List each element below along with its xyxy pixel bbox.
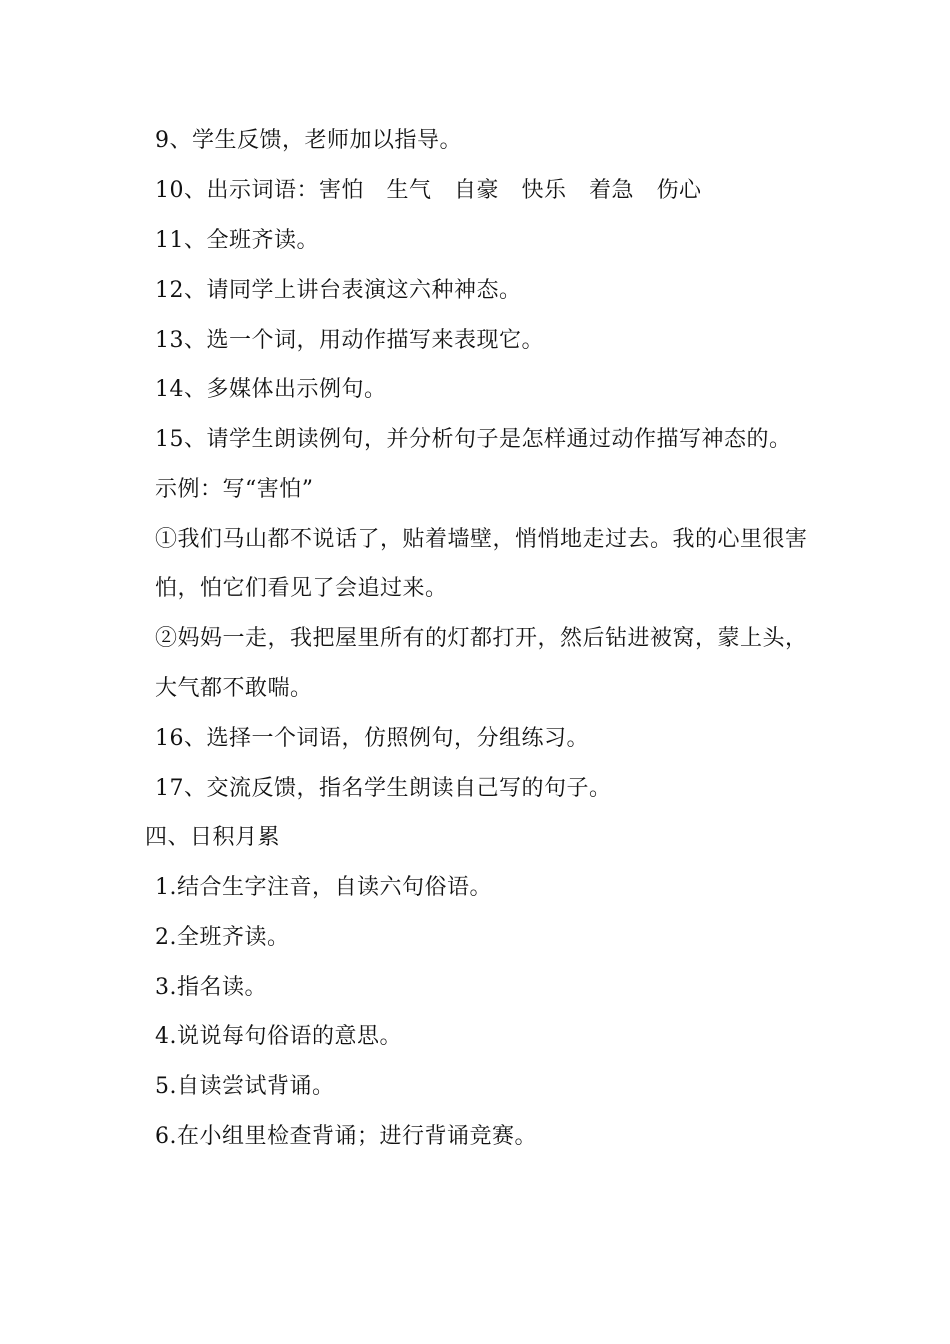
item-6: 6.在小组里检查背诵；进行背诵竞赛。 [155,1124,537,1149]
step-16: 16、选择一个词语，仿照例句，分组练习。 [155,726,589,751]
section-heading: 四、日积月累 [145,825,281,850]
item-1: 1.结合生字注音，自读六句俗语。 [155,875,492,900]
step-14: 14、多媒体出示例句。 [155,377,387,402]
example-heading: 示例：写“害怕” [155,477,314,502]
step-13: 13、选一个词，用动作描写来表现它。 [155,328,544,353]
step-9: 9、学生反馈，老师加以指导。 [155,128,462,153]
item-2: 2.全班齐读。 [155,925,290,950]
step-12: 12、请同学上讲台表演这六种神态。 [155,278,522,303]
step-11: 11、全班齐读。 [155,228,319,253]
item-4: 4.说说每句俗语的意思。 [155,1024,402,1049]
step-17: 17、交流反馈，指名学生朗读自己写的句子。 [155,776,612,801]
step-15: 15、请学生朗读例句，并分析句子是怎样通过动作描写神态的。 [155,427,792,452]
step-10: 10、出示词语：害怕 生气 自豪 快乐 着急 伤心 [155,178,702,203]
example-1-line-2: 怕，怕它们看见了会追过来。 [155,576,448,601]
example-2-line-2: 大气都不敢喘。 [155,676,313,701]
item-3: 3.指名读。 [155,975,267,1000]
item-5: 5.自读尝试背诵。 [155,1074,335,1099]
example-1-line-1: ①我们马山都不说话了，贴着墙壁，悄悄地走过去。我的心里很害 [155,527,808,552]
example-2-line-1: ②妈妈一走，我把屋里所有的灯都打开，然后钻进被窝，蒙上头， [155,626,808,651]
